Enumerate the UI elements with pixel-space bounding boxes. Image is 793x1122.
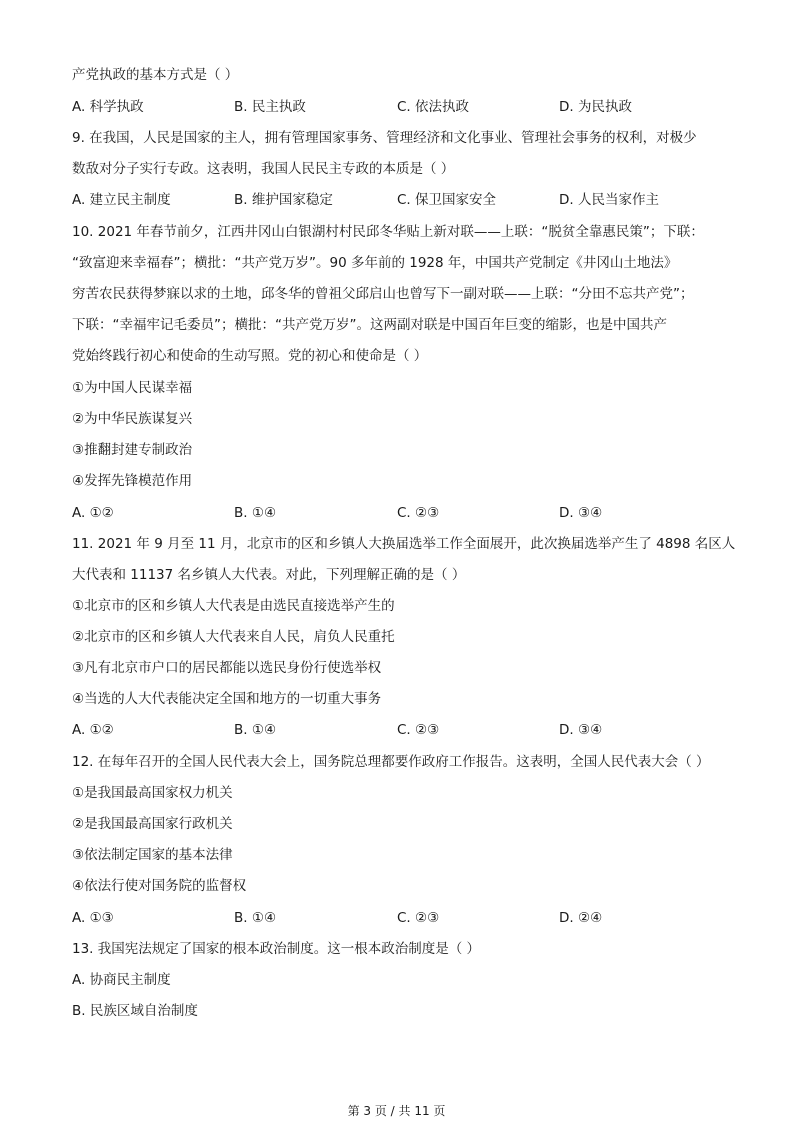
question-12-item: ②是我国最高国家行政机关 (72, 816, 233, 832)
question-10-options (72, 503, 752, 523)
question-8-stem: 产党执政的基本方式是（ ） (72, 67, 239, 83)
option-b: B. 民主执政 (234, 99, 306, 115)
option-c: C. ②③ (397, 910, 440, 926)
option-a: A. ①③ (72, 910, 114, 926)
question-10-line: 党始终践行初心和使命的生动写照。党的初心和使命是（ ） (72, 348, 428, 364)
option-c: C. ②③ (397, 505, 440, 521)
option-c: C. 保卫国家安全 (397, 192, 497, 208)
option-a: A. 协商民主制度 (72, 972, 171, 988)
question-12-options (72, 908, 752, 928)
question-10-line: 穷苦农民获得梦寐以求的土地，邱冬华的曾祖父邱启山也曾写下一副对联——上联：“分田不忘共产党”； (72, 286, 694, 302)
question-10-line: 10. 2021 年春节前夕，江西井冈山白银湖村村民邱冬华贴上新对联——上联：“脱贫全靠惠民策”；下联： (72, 224, 704, 240)
question-8-options (72, 97, 752, 117)
question-10-line: 下联：“幸福牢记毛委员”；横批：“共产党万岁”。这两副对联是中国百年巨变的缩影，也是中国共产 (72, 317, 667, 333)
question-12-item: ④依法行使对国务院的监督权 (72, 878, 247, 894)
option-d: D. 为民执政 (559, 99, 632, 115)
question-11-item: ①北京市的区和乡镇人大代表是由选民直接选举产生的 (72, 598, 395, 614)
question-9-options (72, 190, 752, 210)
question-13-line: 13. 我国宪法规定了国家的根本政治制度。这一根本政治制度是（ ） (72, 941, 481, 957)
question-10-item: ③推翻封建专制政治 (72, 442, 193, 458)
option-a: A. ①② (72, 505, 114, 521)
question-12-line: 12. 在每年召开的全国人民代表大会上，国务院总理都要作政府工作报告。这表明，全国人民代表大会（ ） (72, 754, 710, 770)
question-11-line: 大代表和 11137 名乡镇人大代表。对此，下列理解正确的是（ ） (72, 567, 466, 583)
question-11-item: ③凡有北京市户口的居民都能以选民身份行使选举权 (72, 660, 382, 676)
option-a: A. 建立民主制度 (72, 192, 171, 208)
option-b: B. ①④ (234, 505, 277, 521)
option-b: B. 民族区域自治制度 (72, 1003, 198, 1019)
question-9-line: 数敌对分子实行专政。这表明，我国人民民主专政的本质是（ ） (72, 161, 455, 177)
question-10-item: ④发挥先锋模范作用 (72, 473, 193, 489)
option-c: C. ②③ (397, 722, 440, 738)
question-11-item: ④当选的人大代表能决定全国和地方的一切重大事务 (72, 691, 382, 707)
option-b: B. ①④ (234, 910, 277, 926)
question-10-item: ②为中华民族谋复兴 (72, 411, 193, 427)
page-number: 第 3 页 / 共 11 页 (347, 1104, 446, 1118)
option-a: A. ①② (72, 722, 114, 738)
question-12-item: ①是我国最高国家权力机关 (72, 785, 233, 801)
question-12-item: ③依法制定国家的基本法律 (72, 847, 233, 863)
question-10-line: “致富迎来幸福春”；横批：“共产党万岁”。90 多年前的 1928 年，中国共产党制定《井冈山土地法》 (72, 255, 678, 271)
question-9-line: 9. 在我国，人民是国家的主人，拥有管理国家事务、管理经济和文化事业、管理社会事务的权利，对极少 (72, 130, 697, 146)
option-b: B. ①④ (234, 722, 277, 738)
question-11-item: ②北京市的区和乡镇人大代表来自人民，肩负人民重托 (72, 629, 395, 645)
question-11-line: 11. 2021 年 9 月至 11 月，北京市的区和乡镇人大换届选举工作全面展开，此次换届选举产生了 4898 名区人 (72, 536, 736, 552)
option-d: D. ②④ (559, 910, 603, 926)
option-d: D. ③④ (559, 505, 603, 521)
option-d: D. ③④ (559, 722, 603, 738)
option-d: D. 人民当家作主 (559, 192, 659, 208)
option-a: A. 科学执政 (72, 99, 144, 115)
question-10-item: ①为中国人民谋幸福 (72, 380, 193, 396)
option-b: B. 维护国家稳定 (234, 192, 333, 208)
question-11-options (72, 720, 752, 740)
option-c: C. 依法执政 (397, 99, 470, 115)
